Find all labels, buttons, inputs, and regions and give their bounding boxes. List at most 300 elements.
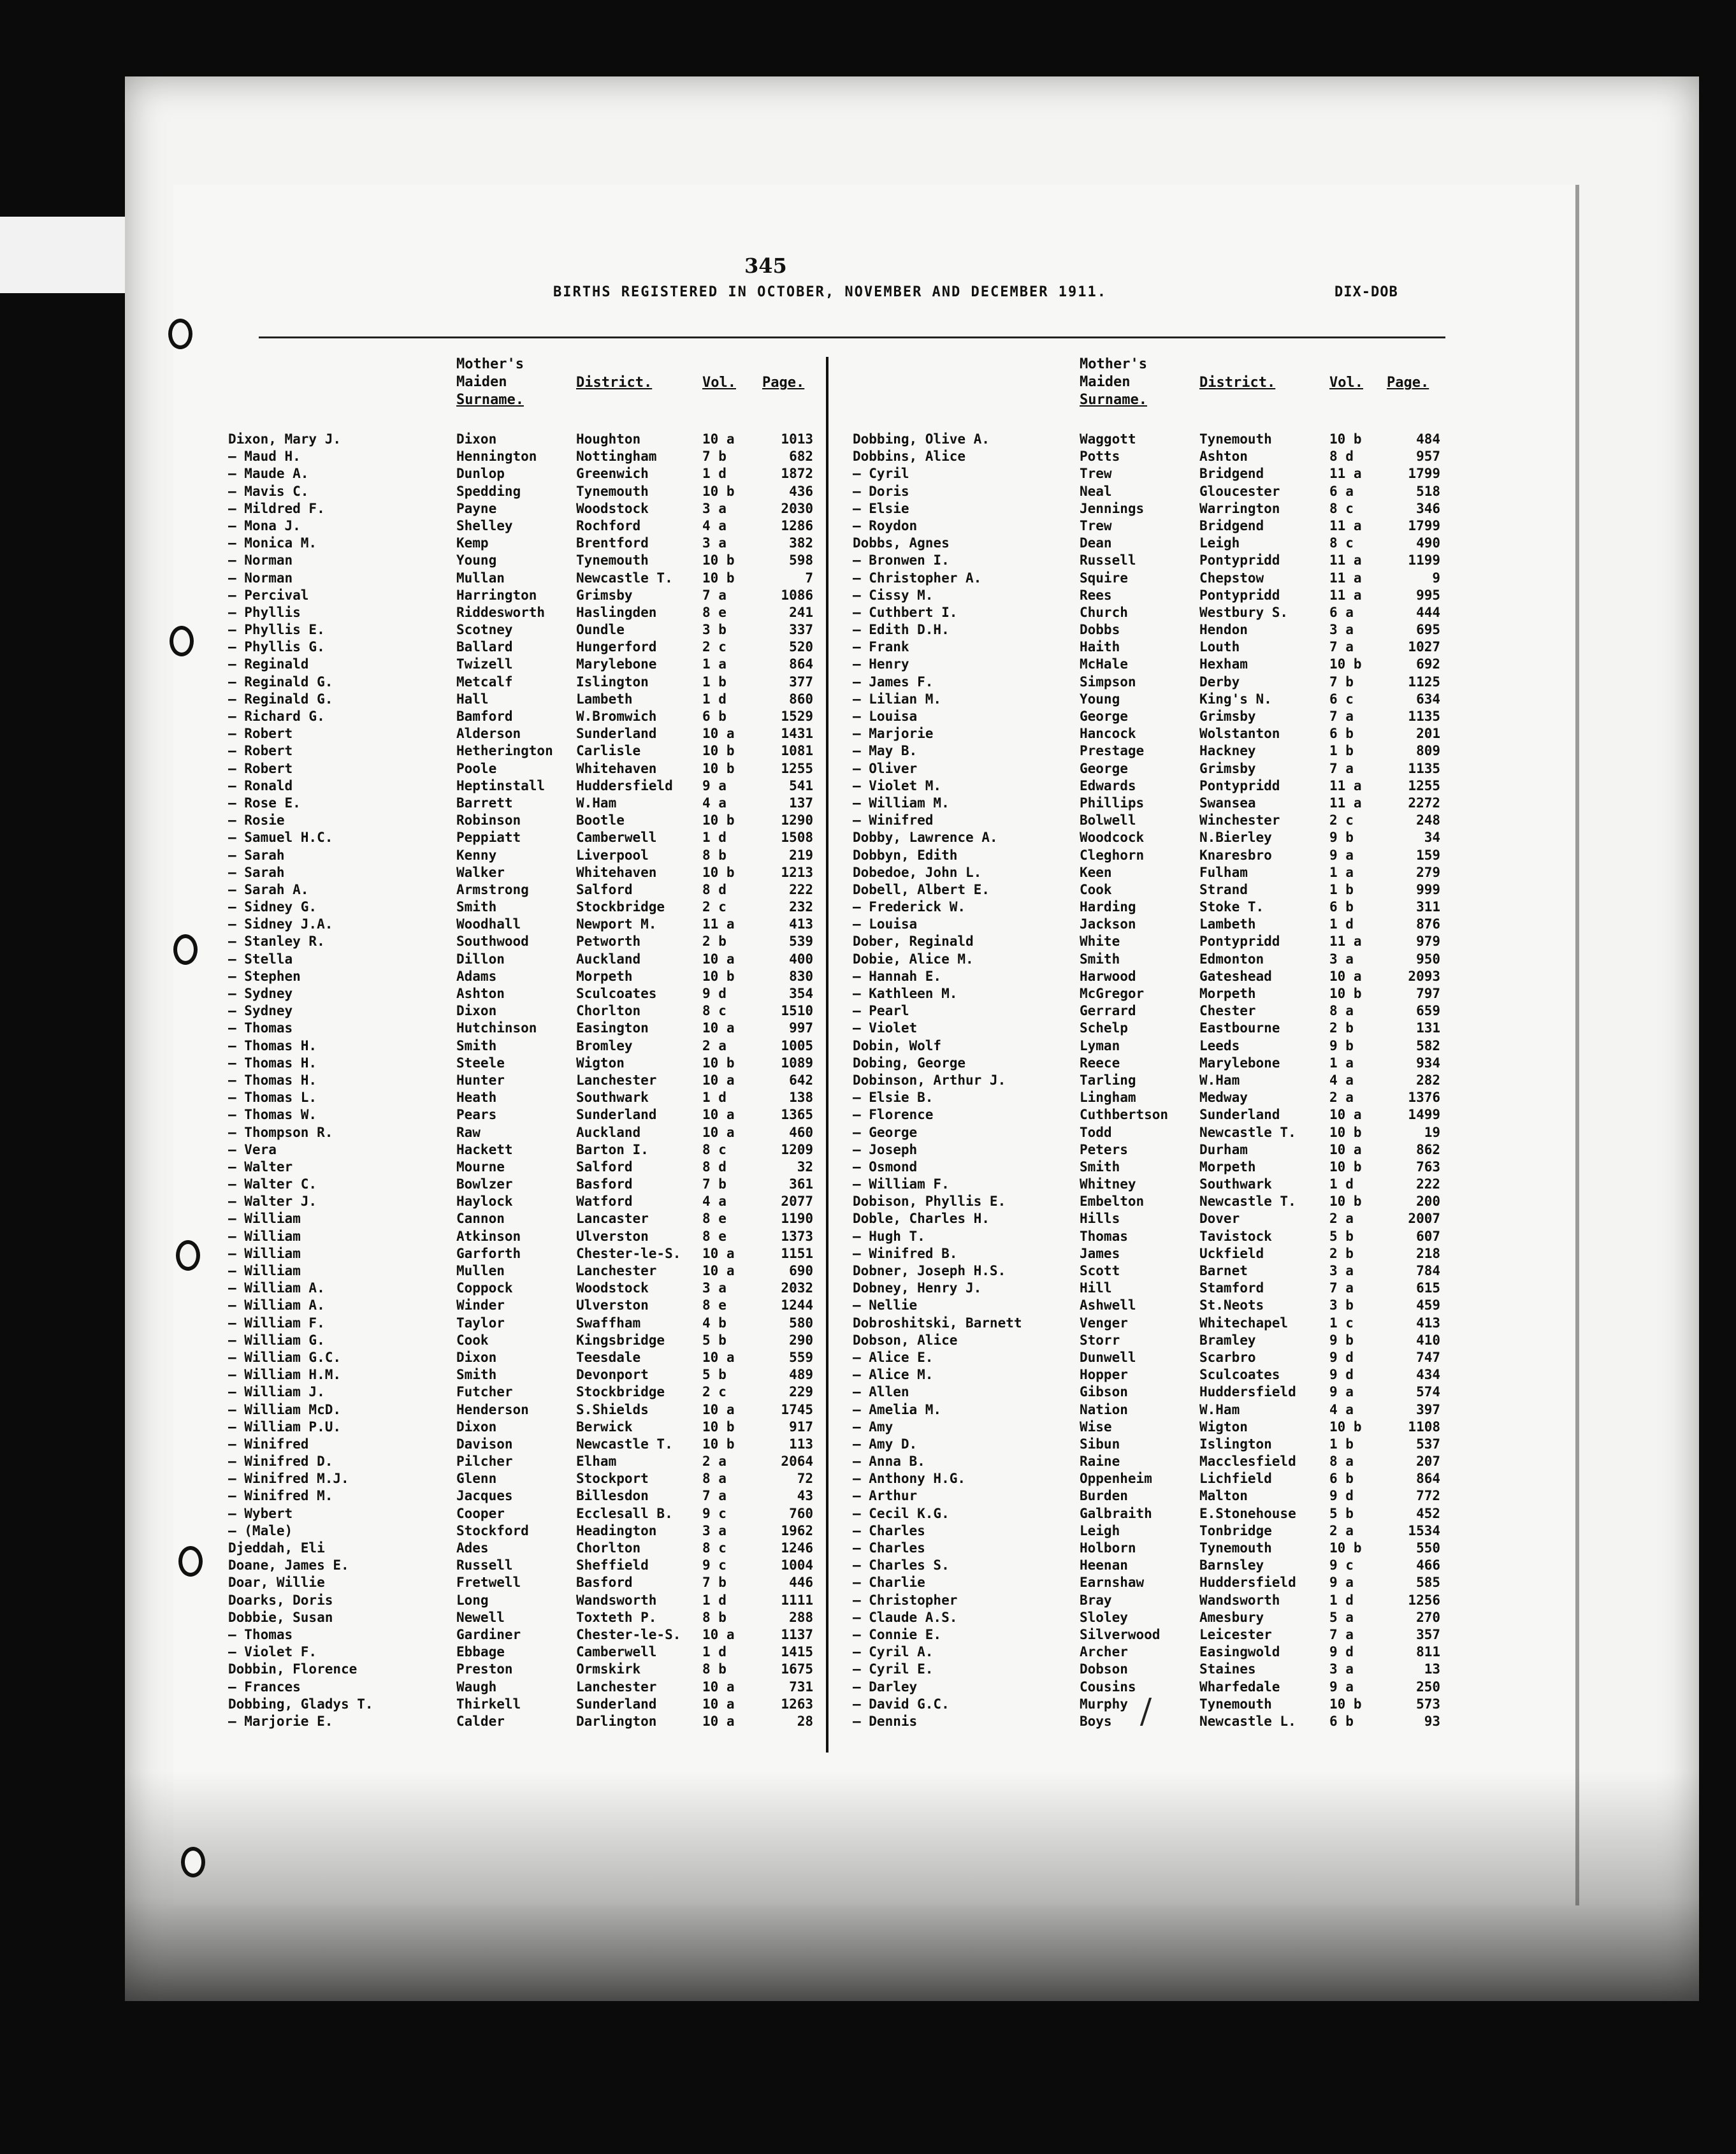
district: Chorlton [576, 1003, 641, 1019]
page-ref: 382 [789, 535, 813, 551]
page-ref: 864 [789, 656, 813, 672]
maiden-surname: Heath [456, 1090, 497, 1106]
maiden-surname: Keen [1080, 864, 1112, 880]
table-row [853, 1037, 1445, 1055]
entry-name: — Elsie [853, 500, 909, 516]
volume: 2 c [1329, 813, 1354, 828]
table-row [228, 1072, 814, 1089]
page-ref: 1263 [781, 1696, 813, 1712]
page-ref: 444 [1416, 604, 1440, 620]
maiden-surname: Harwood [1080, 968, 1136, 984]
entry-name: — Sarah [228, 864, 285, 880]
volume: 4 a [1329, 1401, 1354, 1417]
entry-name: — Bronwen I. [853, 553, 950, 568]
maiden-surname: Smith [1080, 1159, 1120, 1175]
district: Stoke T. [1199, 899, 1264, 915]
volume: 1 d [702, 1644, 727, 1660]
table-row [228, 742, 814, 760]
district: Easingwold [1199, 1644, 1280, 1660]
district: Billesdon [576, 1488, 649, 1504]
page-ref: 979 [1416, 934, 1440, 950]
district: Oundle [576, 622, 625, 638]
page-ref: 131 [1416, 1020, 1440, 1036]
district: Westbury S. [1199, 604, 1289, 620]
page-ref: 361 [789, 1176, 813, 1192]
district: Houghton [576, 431, 641, 447]
district: Stockport [576, 1471, 649, 1487]
entry-name: — (Male) [228, 1522, 293, 1538]
table-row [853, 621, 1445, 639]
entry-name: — Thomas L. [228, 1090, 317, 1106]
district-header: District. [1199, 375, 1276, 391]
maiden-surname: Bolwell [1080, 813, 1136, 828]
volume: 2 a [702, 1454, 727, 1470]
entry-name: Dobbins, Alice [853, 449, 966, 465]
maiden-surname: Poole [456, 760, 497, 776]
maiden-surname: Spedding [456, 483, 521, 499]
page-ref: 763 [1416, 1159, 1440, 1175]
volume: 1 b [1329, 881, 1354, 897]
volume: 3 a [1329, 1661, 1354, 1677]
column-header [853, 356, 1445, 431]
maiden-surname: Todd [1080, 1124, 1112, 1140]
page-ref: 615 [1416, 1280, 1440, 1296]
volume: 7 a [1329, 639, 1354, 655]
table-row [853, 899, 1445, 916]
table-row [228, 1470, 814, 1487]
district: Islington [1199, 1436, 1272, 1452]
maiden-surname: Embelton [1080, 1194, 1145, 1210]
maiden-surname: Simpson [1080, 674, 1136, 690]
entry-name: — Kathleen M. [853, 986, 958, 1001]
entry-name: — Darley [853, 1679, 918, 1695]
volume: 6 c [1329, 691, 1354, 707]
entry-name: — William [228, 1263, 301, 1278]
maiden-surname: Southwood [456, 934, 529, 950]
district: Watford [576, 1194, 633, 1210]
table-row [853, 1505, 1445, 1522]
maiden-surname: Cook [456, 1332, 489, 1348]
district: Wharfedale [1199, 1679, 1280, 1695]
page-ref: 466 [1416, 1558, 1440, 1573]
table-row [853, 933, 1445, 950]
volume: 8 c [702, 1540, 727, 1556]
entry-name: — Sarah A. [228, 881, 309, 897]
district: Lambeth [576, 691, 633, 707]
entry-name: — Alice M. [853, 1367, 934, 1383]
district: Tonbridge [1199, 1522, 1272, 1538]
volume: 11 a [1329, 517, 1362, 533]
entry-name: Dobbing, Gladys T. [228, 1696, 373, 1712]
volume: 10 a [702, 1679, 735, 1695]
table-row [853, 1332, 1445, 1349]
maiden-surname: Woodcock [1080, 830, 1145, 846]
table-row [853, 1644, 1445, 1661]
table-row [228, 708, 814, 725]
district: Auckland [576, 951, 641, 967]
entry-name: — Winifred B. [853, 1245, 958, 1261]
page-ref: 1246 [781, 1540, 813, 1556]
entry-name: — Oliver [853, 760, 918, 776]
page-ref: 201 [1416, 726, 1440, 742]
district: Basford [576, 1575, 633, 1591]
table-row [853, 1592, 1445, 1609]
volume: 1 b [1329, 1436, 1354, 1452]
entry-name: — William P.U. [228, 1419, 342, 1435]
district: Berwick [576, 1419, 633, 1435]
table-row [228, 1055, 814, 1072]
table-row [853, 535, 1445, 552]
district: Amesbury [1199, 1609, 1264, 1625]
entry-name: — Arthur [853, 1488, 918, 1504]
table-row [853, 465, 1445, 482]
maiden-surname: Tarling [1080, 1072, 1136, 1088]
entry-name: — Henry [853, 656, 909, 672]
district: Elham [576, 1454, 617, 1470]
table-row [228, 552, 814, 569]
volume: 1 d [702, 691, 727, 707]
table-row [228, 1644, 814, 1661]
volume: 11 a [1329, 795, 1362, 811]
table-row [853, 1661, 1445, 1678]
maiden-surname: Haylock [456, 1194, 513, 1210]
page-ref: 436 [789, 483, 813, 499]
volume: 9 a [1329, 1679, 1354, 1695]
entry-name: — Richard G. [228, 709, 325, 724]
volume: 11 a [1329, 570, 1362, 586]
volume: 10 b [1329, 986, 1362, 1001]
entry-name: — Robert [228, 743, 293, 759]
volume: 6 b [1329, 899, 1354, 915]
index-range-code: DIX-DOB [1335, 284, 1398, 300]
table-row [853, 1262, 1445, 1280]
table-row [228, 968, 814, 985]
maiden-surname: Young [1080, 691, 1120, 707]
page-ref: 585 [1416, 1575, 1440, 1591]
maiden-surname: Thomas [1080, 1228, 1128, 1244]
maiden-surname: Payne [456, 500, 497, 516]
district: Auckland [576, 1124, 641, 1140]
page-ref: 460 [789, 1124, 813, 1140]
maiden-surname: Ashwell [1080, 1297, 1136, 1313]
page-ref: 28 [797, 1713, 813, 1729]
entry-name: — Marjorie [853, 726, 934, 742]
volume: 1 d [702, 830, 727, 846]
maiden-surname: Bowlzer [456, 1176, 513, 1192]
district: Leigh [1199, 535, 1240, 551]
page-ref: 1510 [781, 1003, 813, 1019]
entry-name: — Nellie [853, 1297, 918, 1313]
volume: 6 b [1329, 1471, 1354, 1487]
district: Macclesfield [1199, 1454, 1296, 1470]
page-ref: 1005 [781, 1037, 813, 1053]
table-row [228, 847, 814, 864]
table-row [228, 951, 814, 968]
table-row [228, 1453, 814, 1470]
volume: 8 c [702, 1141, 727, 1157]
volume: 1 c [1329, 1315, 1354, 1331]
table-row [853, 1540, 1445, 1557]
maiden-surname: Hancock [1080, 726, 1136, 742]
page-ref: 520 [789, 639, 813, 655]
table-row [228, 1210, 814, 1227]
volume: 10 b [702, 743, 735, 759]
district: W.Bromwich [576, 709, 657, 724]
entry-name: — Louisa [853, 916, 918, 932]
entry-name: — Winifred M.J. [228, 1471, 349, 1487]
district: Hackney [1199, 743, 1256, 759]
page-header: Page. [762, 375, 805, 391]
entry-name: — Thomas H. [228, 1072, 317, 1088]
table-row [853, 1679, 1445, 1696]
district: Staines [1199, 1661, 1256, 1677]
district: Darlington [576, 1713, 657, 1729]
table-row [228, 535, 814, 552]
page-ref: 772 [1416, 1488, 1440, 1504]
district: Morpeth [1199, 986, 1256, 1001]
district: Tynemouth [1199, 1540, 1272, 1556]
entry-name: — Samuel H.C. [228, 830, 333, 846]
district: W.Ham [576, 795, 617, 811]
volume: 9 d [1329, 1644, 1354, 1660]
entry-name: — William McD. [228, 1401, 342, 1417]
entry-name: — Phyllis G. [228, 639, 325, 655]
table-row [853, 864, 1445, 881]
page-ref: 1872 [781, 466, 813, 482]
maiden-surname: Dunlop [456, 466, 505, 482]
volume: 10 b [1329, 1540, 1362, 1556]
district: Brentford [576, 535, 649, 551]
district: Whitehaven [576, 760, 657, 776]
table-row [853, 448, 1445, 465]
entry-name: — Winifred D. [228, 1454, 333, 1470]
page-ref: 950 [1416, 951, 1440, 967]
maiden-surname: Young [456, 553, 497, 568]
table-row [228, 899, 814, 916]
maiden-surname: Bray [1080, 1592, 1112, 1608]
district: King's N. [1199, 691, 1272, 707]
district: Huddersfield [1199, 1575, 1296, 1591]
page-ref: 207 [1416, 1454, 1440, 1470]
entry-name: Doble, Charles H. [853, 1211, 990, 1227]
entry-name: — William A. [228, 1297, 325, 1313]
binder-hole-icon [170, 626, 194, 656]
page-ref: 270 [1416, 1609, 1440, 1625]
volume: 2 c [702, 639, 727, 655]
maiden-surname: Peppiatt [456, 830, 521, 846]
table-row [853, 1020, 1445, 1037]
page-ref: 1534 [1408, 1522, 1440, 1538]
volume: 10 a [702, 1401, 735, 1417]
volume: 8 e [702, 1297, 727, 1313]
district: Salford [576, 1159, 633, 1175]
maiden-surname: Neal [1080, 483, 1112, 499]
page-ref: 1255 [781, 760, 813, 776]
volume: 1 d [702, 466, 727, 482]
volume: 8 c [1329, 535, 1354, 551]
volume: 10 b [702, 1436, 735, 1452]
table-row [853, 1557, 1445, 1574]
district: Winchester [1199, 813, 1280, 828]
maiden-surname: Church [1080, 604, 1128, 620]
page-ref: 934 [1416, 1055, 1440, 1071]
district: Wigton [576, 1055, 625, 1071]
volume: 3 a [1329, 1263, 1354, 1278]
district: Hendon [1199, 622, 1248, 638]
page-ref: 19 [1424, 1124, 1440, 1140]
page-ref: 1675 [781, 1661, 813, 1677]
district: Chester [1199, 1003, 1256, 1019]
district: Tavistock [1199, 1228, 1272, 1244]
entry-name: — Norman [228, 570, 293, 586]
page-ref: 1013 [781, 431, 813, 447]
maiden-surname: Heptinstall [456, 777, 546, 793]
district: Tynemouth [576, 483, 649, 499]
maiden-surname-header [456, 356, 524, 409]
entry-name: — Thomas W. [228, 1107, 317, 1123]
entry-name: — William H.M. [228, 1367, 342, 1383]
district: Wandsworth [576, 1592, 657, 1608]
page-ref: 541 [789, 777, 813, 793]
page-ref: 250 [1416, 1679, 1440, 1695]
page-ref: 32 [797, 1159, 813, 1175]
volume: 10 b [702, 813, 735, 828]
entry-name: — Norman [228, 553, 293, 568]
page-ref: 159 [1416, 847, 1440, 863]
page-ref: 642 [789, 1072, 813, 1088]
volume: 3 a [702, 500, 727, 516]
maiden-surname: Raw [456, 1124, 481, 1140]
maiden-surname: Russell [456, 1558, 513, 1573]
entry-name: — Stella [228, 951, 293, 967]
volume: 10 b [702, 1419, 735, 1435]
table-row [228, 1487, 814, 1505]
district: Swaffham [576, 1315, 641, 1331]
entry-name: Dobing, George [853, 1055, 966, 1071]
district: Woodstock [576, 500, 649, 516]
maiden-surname: Mourne [456, 1159, 505, 1175]
district: Newcastle T. [1199, 1194, 1296, 1210]
page-ref: 760 [789, 1505, 813, 1521]
district: Medway [1199, 1090, 1248, 1106]
page-ref: 784 [1416, 1263, 1440, 1278]
table-row [228, 1020, 814, 1037]
page-ref: 862 [1416, 1141, 1440, 1157]
entry-name: — Sydney [228, 1003, 293, 1019]
table-row [853, 587, 1445, 604]
entry-name: — Cecil K.G. [853, 1505, 950, 1521]
page-ref: 634 [1416, 691, 1440, 707]
table-row [228, 1002, 814, 1020]
entry-name: Dobedoe, John L. [853, 864, 982, 880]
page-ref: 397 [1416, 1401, 1440, 1417]
maiden-surname: Hetherington [456, 743, 553, 759]
district: Whitehaven [576, 864, 657, 880]
page-ref: 311 [1416, 899, 1440, 915]
entry-name: — Connie E. [853, 1626, 942, 1642]
page-ref: 574 [1416, 1384, 1440, 1400]
volume: 10 b [1329, 1419, 1362, 1435]
district: Grimsby [1199, 709, 1256, 724]
district: Barnsley [1199, 1558, 1264, 1573]
entry-name: — Stephen [228, 968, 301, 984]
entry-name: Dobroshitski, Barnett [853, 1315, 1022, 1331]
page-ref: 2093 [1408, 968, 1440, 984]
table-row [228, 431, 814, 448]
page-header: Page. [1387, 375, 1429, 391]
entry-name: — Frances [228, 1679, 301, 1695]
district: Ulverston [576, 1228, 649, 1244]
table-row [228, 1315, 814, 1332]
maiden-surname: Taylor [456, 1315, 505, 1331]
maiden-surname: Shelley [456, 517, 513, 533]
entry-name: — Monica M. [228, 535, 317, 551]
page-ref: 830 [789, 968, 813, 984]
maiden-surname: Twizell [456, 656, 513, 672]
volume: 2 a [702, 1037, 727, 1053]
volume: 10 b [702, 570, 735, 586]
district: Bridgend [1199, 466, 1264, 482]
entry-name: — William A. [228, 1280, 325, 1296]
table-row [228, 777, 814, 795]
volume: 11 a [1329, 934, 1362, 950]
volume: 7 a [702, 587, 727, 603]
maiden-surname: Murphy [1080, 1696, 1128, 1712]
district: Marylebone [1199, 1055, 1280, 1071]
district: Pontypridd [1199, 777, 1280, 793]
volume: 2 a [1329, 1211, 1354, 1227]
entry-name: — Charles [853, 1522, 925, 1538]
maiden-surname: Sloley [1080, 1609, 1128, 1625]
table-row [228, 864, 814, 881]
volume: 10 a [702, 1245, 735, 1261]
entry-name: — Stanley R. [228, 934, 325, 950]
entry-name: — Louisa [853, 709, 918, 724]
table-row [853, 1436, 1445, 1453]
table-row [853, 674, 1445, 691]
volume: 4 a [1329, 1072, 1354, 1088]
table-row [853, 1470, 1445, 1487]
page-ref: 241 [789, 604, 813, 620]
page-ref: 7 [805, 570, 813, 586]
table-row [228, 1626, 814, 1644]
entry-name: Dobner, Joseph H.S. [853, 1263, 1006, 1278]
maiden-surname: Hennington [456, 449, 537, 465]
table-row [228, 465, 814, 482]
volume: 7 b [702, 449, 727, 465]
page-ref: 137 [789, 795, 813, 811]
district: Newcastle T. [576, 1436, 673, 1452]
volume: 2 a [1329, 1522, 1354, 1538]
table-row [228, 1297, 814, 1314]
volume: 10 a [1329, 1107, 1362, 1123]
maiden-surname: Venger [1080, 1315, 1128, 1331]
table-row [228, 1401, 814, 1419]
district: Lanchester [576, 1263, 657, 1278]
volume: 3 a [1329, 622, 1354, 638]
table-row [228, 570, 814, 587]
sheet-shadow [125, 1772, 1699, 2001]
table-row [853, 639, 1445, 656]
page-ref: 459 [1416, 1297, 1440, 1313]
page-ref: 138 [789, 1090, 813, 1106]
volume: 6 b [702, 709, 727, 724]
entry-name: — Amy D. [853, 1436, 918, 1452]
maiden-surname: Smith [456, 899, 497, 915]
entry-name: — May B. [853, 743, 918, 759]
entry-name: — William [228, 1245, 301, 1261]
volume: 2 c [702, 899, 727, 915]
